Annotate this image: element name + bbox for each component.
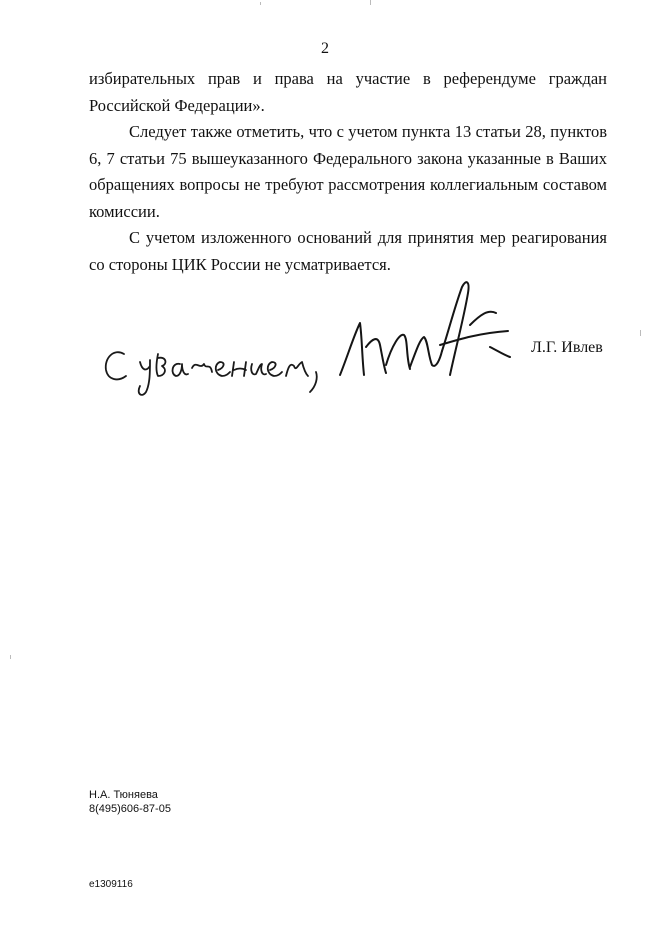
scan-artifact xyxy=(10,655,11,659)
signature xyxy=(330,275,530,400)
document-code: e1309116 xyxy=(89,879,133,890)
paragraph-conclusion: С учетом изложенного оснований для принятия мер реагирования со стороны ЦИК России не усматривается. xyxy=(89,228,607,274)
signer-name: Л.Г. Ивлев xyxy=(531,339,603,356)
executor-block xyxy=(89,788,171,816)
page-number: 2 xyxy=(321,40,329,57)
executor-name: Н.А. Тюняева xyxy=(89,789,158,801)
paragraph-continuation: избирательных прав и права на участие в референдуме граждан Российской Федерации». xyxy=(89,69,607,115)
scan-artifact xyxy=(640,330,641,336)
scan-artifact xyxy=(260,2,261,5)
scan-artifact xyxy=(370,0,371,5)
handwritten-closing xyxy=(100,330,335,405)
executor-phone: 8(495)606-87-05 xyxy=(89,803,171,815)
paragraph-note: Следует также отметить, что с учетом пункта 13 статьи 28, пунктов 6, 7 статьи 75 вышеуказанного Федерального закона указанные в Ваших обращениях вопросы не требуют рассмотрения коллегиальным составом комиссии. xyxy=(89,122,607,221)
